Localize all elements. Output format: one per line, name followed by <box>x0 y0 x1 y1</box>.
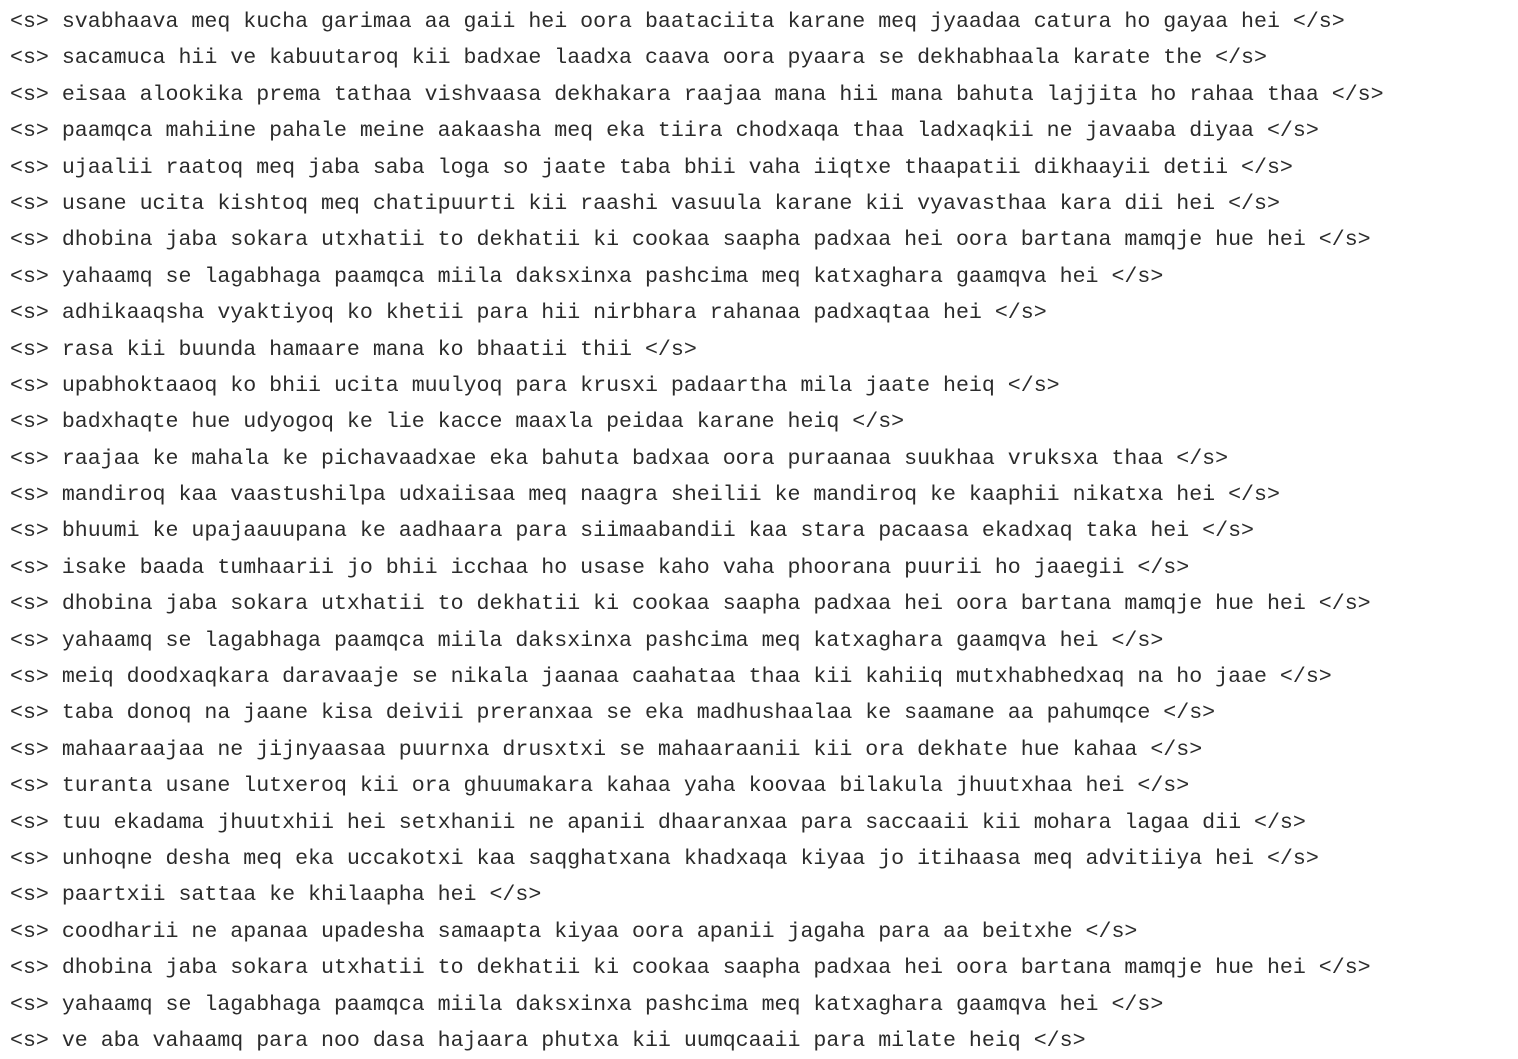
text-line: <s> paamqca mahiine pahale meine aakaasha meq eka tiira chodxaqa thaa ladxaqkii ne javaaba diyaa </s> <box>10 119 1319 144</box>
text-line: <s> raajaa ke mahala ke pichavaadxae eka bahuta badxaa oora puraanaa suukhaa vruksxa thaa </s> <box>10 446 1229 471</box>
text-line: <s> adhikaaqsha vyaktiyoq ko khetii para hii nirbhara rahanaa padxaqtaa hei </s> <box>10 301 1047 326</box>
text-line: <s> tuu ekadama jhuutxhii hei setxhanii ne apanii dhaaranxaa para saccaaii kii mohara lagaa dii </s> <box>10 810 1306 835</box>
text-line: <s> mandiroq kaa vaastushilpa udxaiisaa meq naagra sheilii ke mandiroq ke kaaphii nikatxa hei </s> <box>10 483 1280 508</box>
text-line: <s> turanta usane lutxeroq kii ora ghuumakara kahaa yaha koovaa bilakula jhuutxhaa hei </s> <box>10 774 1190 799</box>
text-line: <s> dhobina jaba sokara utxhatii to dekhatii ki cookaa saapha padxaa hei oora bartana mamqje hue hei </s> <box>10 956 1371 981</box>
text-line: <s> isake baada tumhaarii jo bhii icchaa ho usase kaho vaha phoorana puurii ho jaaegii </s> <box>10 555 1190 580</box>
text-line: <s> meiq doodxaqkara daravaaje se nikala jaanaa caahataa thaa kii kahiiq mutxhabhedxaq na ho jaae </s> <box>10 665 1332 690</box>
text-line: <s> sacamuca hii ve kabuutaroq kii badxae laadxa caava oora pyaara se dekhabhaala karate the </s> <box>10 46 1267 71</box>
text-document <box>10 4 1518 1059</box>
text-line: <s> badxhaqte hue udyogoq ke lie kacce maaxla peidaa karane heiq </s> <box>10 410 905 435</box>
text-line: <s> yahaamq se lagabhaga paamqca miila daksxinxa pashcima meq katxaghara gaamqva hei </s> <box>10 264 1164 289</box>
text-line: <s> eisaa alookika prema tathaa vishvaasa dekhakara raajaa mana hii mana bahuta lajjita ho rahaa thaa </s> <box>10 82 1384 107</box>
text-line: <s> unhoqne desha meq eka uccakotxi kaa saqghatxana khadxaqa kiyaa jo itihaasa meq advitiiya hei </s> <box>10 846 1319 871</box>
text-line: <s> coodharii ne apanaa upadesha samaapta kiyaa oora apanii jagaha para aa beitxhe </s> <box>10 919 1138 944</box>
text-line: <s> yahaamq se lagabhaga paamqca miila daksxinxa pashcima meq katxaghara gaamqva hei </s> <box>10 992 1164 1017</box>
text-line: <s> bhuumi ke upajaauupana ke aadhaara para siimaabandii kaa stara pacaasa ekadxaq taka hei </s> <box>10 519 1255 544</box>
text-line: <s> mahaaraajaa ne jijnyaasaa puurnxa drusxtxi se mahaaraanii kii ora dekhate hue kahaa </s> <box>10 737 1203 762</box>
text-line: <s> svabhaava meq kucha garimaa aa gaii hei oora baataciita karane meq jyaadaa catura ho gayaa hei </s> <box>10 10 1345 34</box>
text-line: <s> rasa kii buunda hamaare mana ko bhaatii thii </s> <box>10 337 697 362</box>
text-line: <s> taba donoq na jaane kisa deivii preranxaa se eka madhushaalaa ke saamane aa pahumqce </s> <box>10 701 1216 726</box>
text-line: <s> dhobina jaba sokara utxhatii to dekhatii ki cookaa saapha padxaa hei oora bartana mamqje hue hei </s> <box>10 228 1371 253</box>
text-line: <s> yahaamq se lagabhaga paamqca miila daksxinxa pashcima meq katxaghara gaamqva hei </s> <box>10 628 1164 653</box>
text-line: <s> paartxii sattaa ke khilaapha hei </s> <box>10 883 542 908</box>
text-line: <s> upabhoktaaoq ko bhii ucita muulyoq para krusxi padaartha mila jaate heiq </s> <box>10 373 1060 398</box>
text-line: <s> usane ucita kishtoq meq chatipuurti kii raashi vasuula karane kii vyavasthaa kara dii hei </s> <box>10 191 1280 216</box>
text-line: <s> dhobina jaba sokara utxhatii to dekhatii ki cookaa saapha padxaa hei oora bartana mamqje hue hei </s> <box>10 592 1371 617</box>
text-line: <s> ujaalii raatoq meq jaba saba loga so jaate taba bhii vaha iiqtxe thaapatii dikhaayii detii </s> <box>10 155 1293 180</box>
text-line: <s> ve aba vahaamq para noo dasa hajaara phutxa kii uumqcaaii para milate heiq </s> <box>10 1028 1086 1053</box>
